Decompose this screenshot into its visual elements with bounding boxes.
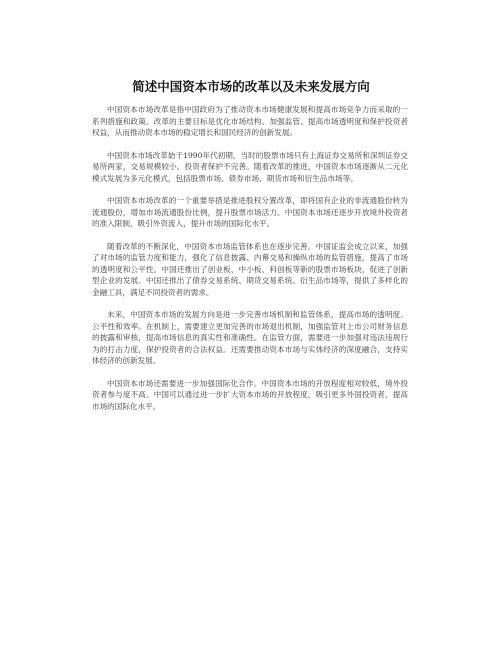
paragraph-5: 未来，中国资本市场的发展方向是进一步完善市场机制和监管体系，提高市场的透明度、公平性和效率。在机制上，需要建立更加完善的市场退出机制，加强监管对上市公司财务信息的披露和审核，提高市场信息的真实性和准确性。在监管方面，需要进一步加强对违法违规行为的打击力度，保护投资者的合法权益。还需要推动资本市场与实体经济的深度融合，支持实体经济的创新发展。: [92, 310, 408, 365]
paragraph-6: 中国资本市场还需要进一步加强国际化合作。中国资本市场的开放程度相对较低，境外投资者参与度不高。中国可以通过进一步扩大资本市场的开放程度，吸引更多外国投资者，提高市场的国际化水平。: [92, 378, 408, 411]
paragraph-3: 中国资本市场改革的一个重要举措是推进股权分置改革，即将国有企业的非流通股份转为流通股份，增加市场流通股份比例，提升股票市场活力。中国资本市场还逐步开放境外投资者的准入限制，吸引外资流入，提升市场的国际化水平。: [92, 196, 408, 228]
paragraph-2: 中国资本市场改革始于1990年代初期，当时的股票市场只有上海证券交易所和深圳证券交易所两家，交易规模较小，投资者保护不完善。随着改革的推进，中国资本市场逐渐从二元化模式发展为多元化模式，包括股票市场、债券市场、期货市场和衍生品市场等。: [92, 150, 408, 183]
paragraph-4: 随着改革的不断深化，中国资本市场监管体系也在逐步完善。中国证监会成立以来，加强了对市场的监管力度和能力，强化了信息披露、内幕交易和操纵市场的监管措施，提高了市场的透明度和公平性。中国还推出了创业板、中小板、科创板等新的股票市场板块，促进了创新型企业的发展。中国还推出了债券交易系统、期货交易系统、衍生品市场等，提供了多样化的金融工具，满足不同投资者的需求。: [92, 241, 408, 297]
paragraph-1: 中国资本市场改革是指中国政府为了推动资本市场健康发展和提高市场竞争力而采取的一系列措施和政策。改革的主要目标是优化市场结构、加强监管、提高市场透明度和保护投资者权益，从而推动资本市场的稳定增长和国民经济的创新发展。: [92, 105, 408, 137]
document-title: 简述中国资本市场的改革以及未来发展方向: [132, 79, 370, 94]
document-body: [92, 104, 408, 423]
